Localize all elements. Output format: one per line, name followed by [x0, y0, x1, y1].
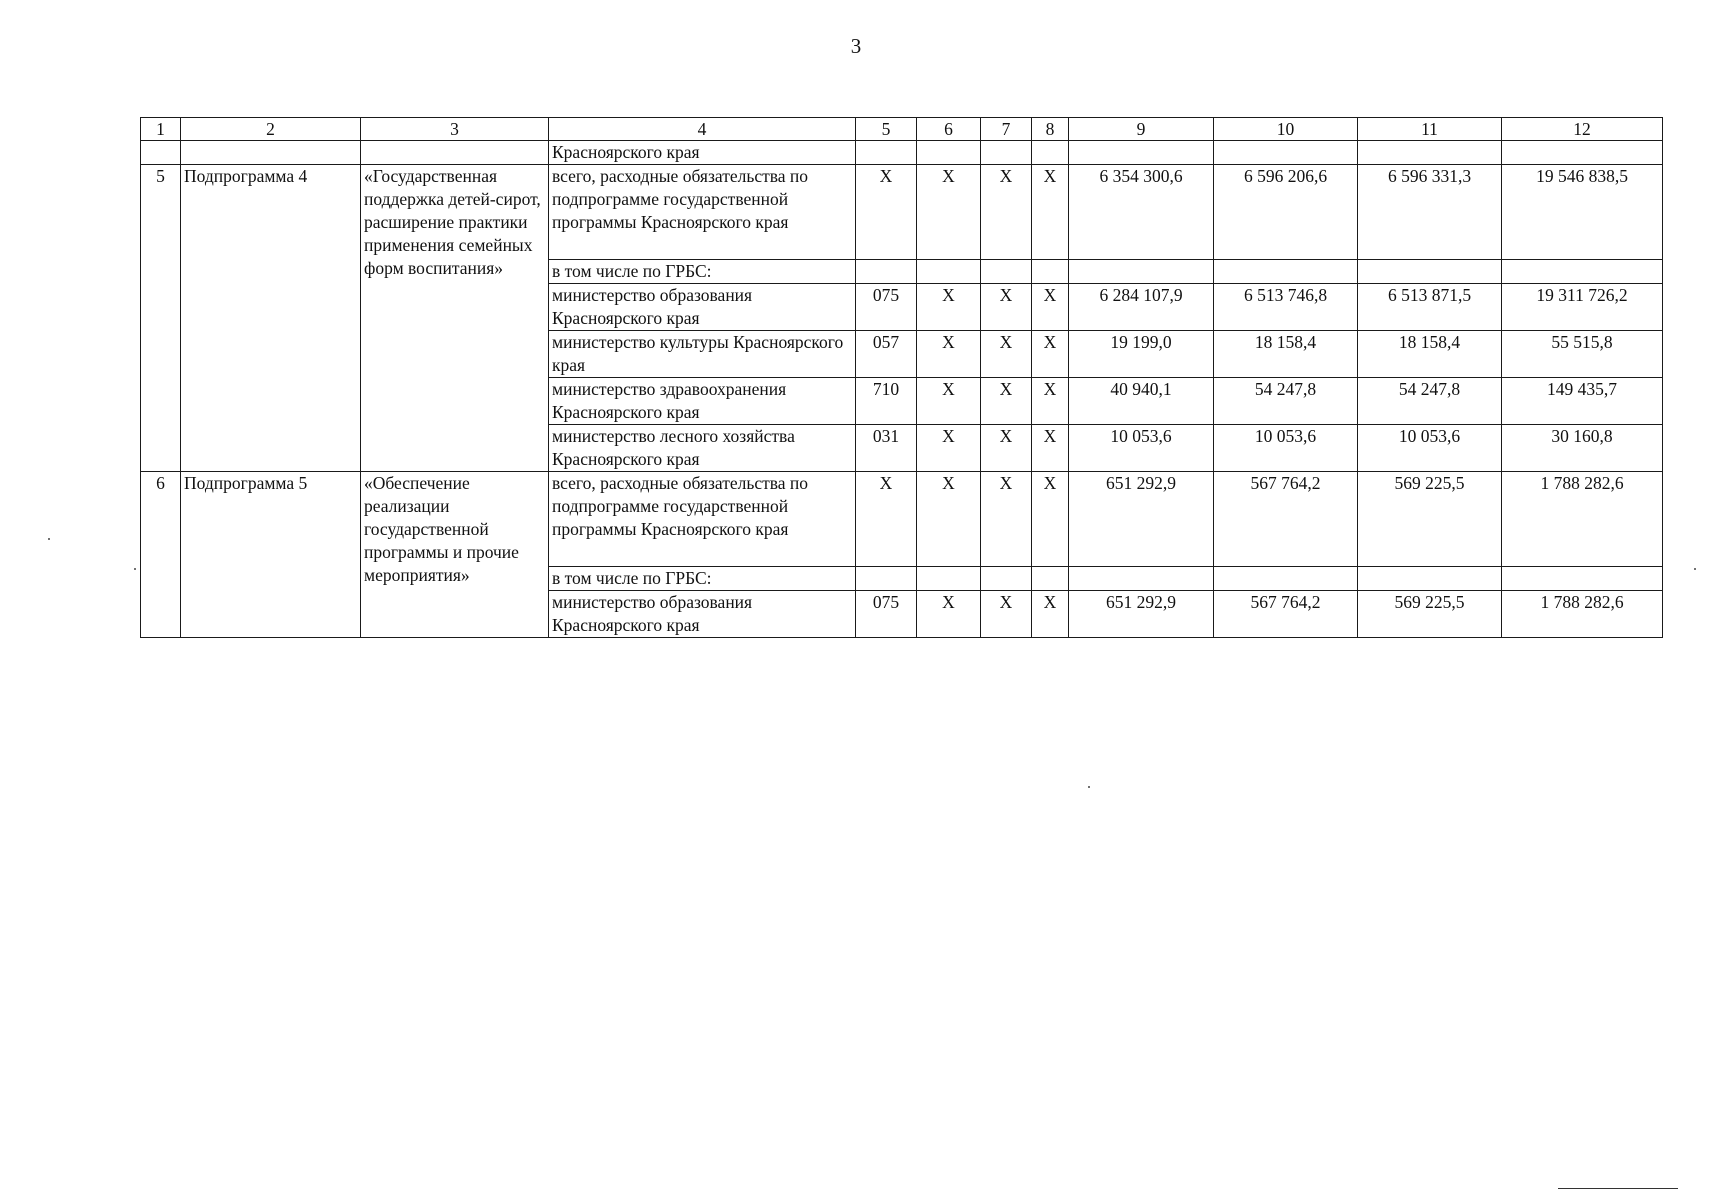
cell-c5: 031	[856, 425, 917, 472]
scan-rule	[1558, 1188, 1678, 1189]
row-label: министерство культуры Красноярского края	[549, 331, 856, 378]
row-label: министерство лесного хозяйства Красноярского края	[549, 425, 856, 472]
scan-speck	[1088, 786, 1090, 788]
cell-c8: Х	[1032, 425, 1069, 472]
cell-c5: 075	[856, 284, 917, 331]
scan-speck	[48, 538, 50, 540]
cell-c8: Х	[1032, 472, 1069, 567]
cell-c8: Х	[1032, 284, 1069, 331]
header-cell: 5	[856, 118, 917, 141]
cell-c11: 6 513 871,5	[1358, 284, 1502, 331]
sub4-total-row	[141, 165, 1663, 260]
cell-c7: Х	[981, 591, 1032, 638]
cell-c9: 6 284 107,9	[1069, 284, 1214, 331]
cell-c9: 651 292,9	[1069, 591, 1214, 638]
sub5-total-row	[141, 472, 1663, 567]
header-cell: 3	[361, 118, 549, 141]
cell-c7: Х	[981, 331, 1032, 378]
scan-speck	[1694, 568, 1696, 570]
cell-c12: 1 788 282,6	[1502, 472, 1663, 567]
cell-c6: Х	[917, 425, 981, 472]
cell-c11: 54 247,8	[1358, 378, 1502, 425]
cell-c6: Х	[917, 591, 981, 638]
cell-c8: Х	[1032, 591, 1069, 638]
header-cell: 6	[917, 118, 981, 141]
cell-c10: 567 764,2	[1214, 472, 1358, 567]
cell-c11: 569 225,5	[1358, 591, 1502, 638]
cell-c11: 10 053,6	[1358, 425, 1502, 472]
cell-c12: 1 788 282,6	[1502, 591, 1663, 638]
cell-c10: 6 596 206,6	[1214, 165, 1358, 260]
cell-c7: Х	[981, 284, 1032, 331]
header-cell: 8	[1032, 118, 1069, 141]
cell-c8: Х	[1032, 165, 1069, 260]
cell-c10: 18 158,4	[1214, 331, 1358, 378]
cell-c10: 567 764,2	[1214, 591, 1358, 638]
sub4-including-label: в том числе по ГРБС:	[549, 260, 856, 284]
sub4-name: Подпрограмма 4	[181, 165, 361, 472]
continuation-row	[141, 141, 1663, 165]
header-cell: 2	[181, 118, 361, 141]
sub4-number: 5	[141, 165, 181, 472]
cell-c12: 19 546 838,5	[1502, 165, 1663, 260]
cell-c6: Х	[917, 378, 981, 425]
sub5-including-label: в том числе по ГРБС:	[549, 567, 856, 591]
cell-c11: 6 596 331,3	[1358, 165, 1502, 260]
sub5-number: 6	[141, 472, 181, 638]
header-cell: 4	[549, 118, 856, 141]
row-label: министерство образования Красноярского края	[549, 591, 856, 638]
header-cell: 1	[141, 118, 181, 141]
sub4-total-label: всего, расходные обязательства по подпрограмме государственной программы Красноярского края	[549, 165, 856, 260]
cell-c5: 075	[856, 591, 917, 638]
page-number: 3	[850, 34, 862, 58]
cell-c12: 30 160,8	[1502, 425, 1663, 472]
header-cell: 12	[1502, 118, 1663, 141]
cell-c12: 55 515,8	[1502, 331, 1663, 378]
header-row	[141, 118, 1663, 141]
cell-c5: Х	[856, 165, 917, 260]
header-cell: 9	[1069, 118, 1214, 141]
sub5-total-label: всего, расходные обязательства по подпрограмме государственной программы Красноярского края	[549, 472, 856, 567]
header-cell: 11	[1358, 118, 1502, 141]
cell-c9: 651 292,9	[1069, 472, 1214, 567]
cell-c12: 149 435,7	[1502, 378, 1663, 425]
header-cell: 7	[981, 118, 1032, 141]
cell-c5: 057	[856, 331, 917, 378]
row-label: министерство образования Красноярского края	[549, 284, 856, 331]
cell-c7: Х	[981, 425, 1032, 472]
cell-c5: Х	[856, 472, 917, 567]
cell-c9: 40 940,1	[1069, 378, 1214, 425]
cell-c10: 54 247,8	[1214, 378, 1358, 425]
sub5-title: «Обеспечение реализации государственной программы и прочие мероприятия»	[361, 472, 549, 638]
header-cell: 10	[1214, 118, 1358, 141]
cell-c9: 19 199,0	[1069, 331, 1214, 378]
cell-c6: Х	[917, 472, 981, 567]
continuation-label: Красноярского края	[549, 141, 856, 165]
cell-c10: 10 053,6	[1214, 425, 1358, 472]
cell-c7: Х	[981, 378, 1032, 425]
sub5-name: Подпрограмма 5	[181, 472, 361, 638]
cell-c11: 18 158,4	[1358, 331, 1502, 378]
cell-c6: Х	[917, 331, 981, 378]
cell-c8: Х	[1032, 331, 1069, 378]
cell-c7: Х	[981, 472, 1032, 567]
cell-c11: 569 225,5	[1358, 472, 1502, 567]
cell-c7: Х	[981, 165, 1032, 260]
cell-c9: 6 354 300,6	[1069, 165, 1214, 260]
cell-c6: Х	[917, 165, 981, 260]
cell-c6: Х	[917, 284, 981, 331]
cell-c5: 710	[856, 378, 917, 425]
cell-c12: 19 311 726,2	[1502, 284, 1663, 331]
row-label: министерство здравоохранения Красноярского края	[549, 378, 856, 425]
sub4-title: «Государственная поддержка детей-сирот, расширение практики применения семейных форм воспитания»	[361, 165, 549, 472]
cell-c9: 10 053,6	[1069, 425, 1214, 472]
scan-speck	[134, 568, 136, 570]
cell-c8: Х	[1032, 378, 1069, 425]
expenditure-table	[140, 117, 1663, 638]
cell-c10: 6 513 746,8	[1214, 284, 1358, 331]
